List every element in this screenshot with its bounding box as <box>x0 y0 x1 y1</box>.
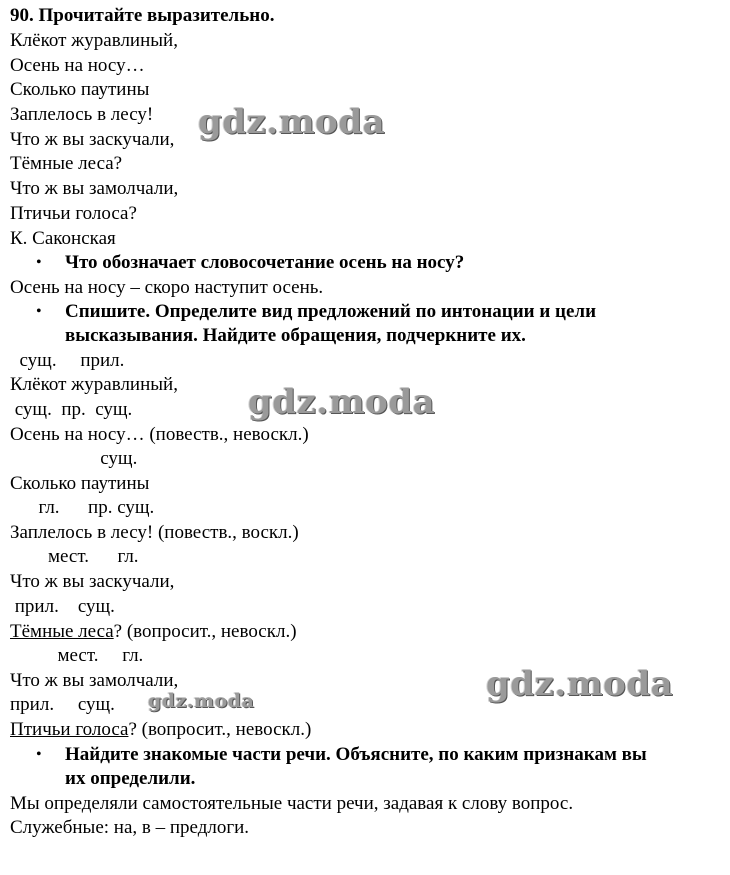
poem-line: Заплелось в лесу! <box>10 104 154 125</box>
poem-line: Сколько паутины <box>10 79 150 100</box>
poem-line: Клёкот журавлиный, <box>10 30 178 51</box>
bullet-icon: • <box>36 254 42 271</box>
analysis-line: Что ж вы заскучали, <box>10 571 175 592</box>
grammar-marks: прил. сущ. <box>10 596 115 617</box>
bullet-icon: • <box>36 746 42 763</box>
analysis-line: Заплелось в лесу! (повеств., воскл.) <box>10 522 299 543</box>
answer-text: Служебные: на, в – предлоги. <box>10 817 250 838</box>
poem-line: Птичьи голоса? <box>10 203 137 224</box>
sentence-type: ? (вопросит., невоскл.) <box>128 719 312 740</box>
grammar-marks: мест. гл. <box>10 645 144 666</box>
grammar-marks: сущ. пр. сущ. <box>10 399 133 420</box>
poem-line: Осень на носу… <box>10 55 145 76</box>
watermark-logo: gdz.moda <box>248 382 436 422</box>
question-text: Что обозначает словосочетание осень на носу? <box>65 252 465 273</box>
answer-text: Мы определяли самостоятельные части речи, задавая к слову вопрос. <box>10 793 574 814</box>
analysis-line: Сколько паутины <box>10 473 150 494</box>
grammar-marks: мест. гл. <box>10 546 139 567</box>
grammar-marks: прил. сущ. <box>10 694 115 715</box>
address-underlined: Птичьи голоса <box>10 719 129 740</box>
analysis-line: Клёкот журавлиный, <box>10 374 178 395</box>
poem-line: Тёмные леса? <box>10 153 123 174</box>
watermark-logo: gdz.moda <box>486 664 674 704</box>
analysis-line <box>10 620 297 644</box>
question-text: их определили. <box>65 768 196 789</box>
answer-text: Осень на носу – скоро наступит осень. <box>10 277 324 298</box>
sentence-type: ? (вопросит., невоскл.) <box>113 621 297 642</box>
exercise-heading: 90. Прочитайте выразительно. <box>10 5 275 26</box>
watermark-logo: gdz.moda <box>198 102 386 142</box>
question-text: высказывания. Найдите обращения, подчеркните их. <box>65 325 526 346</box>
poem-line: Что ж вы заскучали, <box>10 129 175 150</box>
poem-line: Что ж вы замолчали, <box>10 178 179 199</box>
address-underlined: Тёмные леса <box>10 621 114 642</box>
analysis-line <box>10 718 311 742</box>
question-text: Спишите. Определите вид предложений по интонации и цели <box>65 301 597 322</box>
grammar-marks: сущ. прил. <box>10 350 125 371</box>
analysis-line: Что ж вы замолчали, <box>10 670 179 691</box>
grammar-marks: сущ. <box>10 448 138 469</box>
grammar-marks: гл. пр. сущ. <box>10 497 155 518</box>
poem-author: К. Саконская <box>10 228 116 249</box>
watermark-logo: gdz.moda <box>148 690 255 712</box>
analysis-line: Осень на носу… (повеств., невоскл.) <box>10 424 309 445</box>
bullet-icon: • <box>36 303 42 320</box>
question-text: Найдите знакомые части речи. Объясните, по каким признакам вы <box>65 744 647 765</box>
